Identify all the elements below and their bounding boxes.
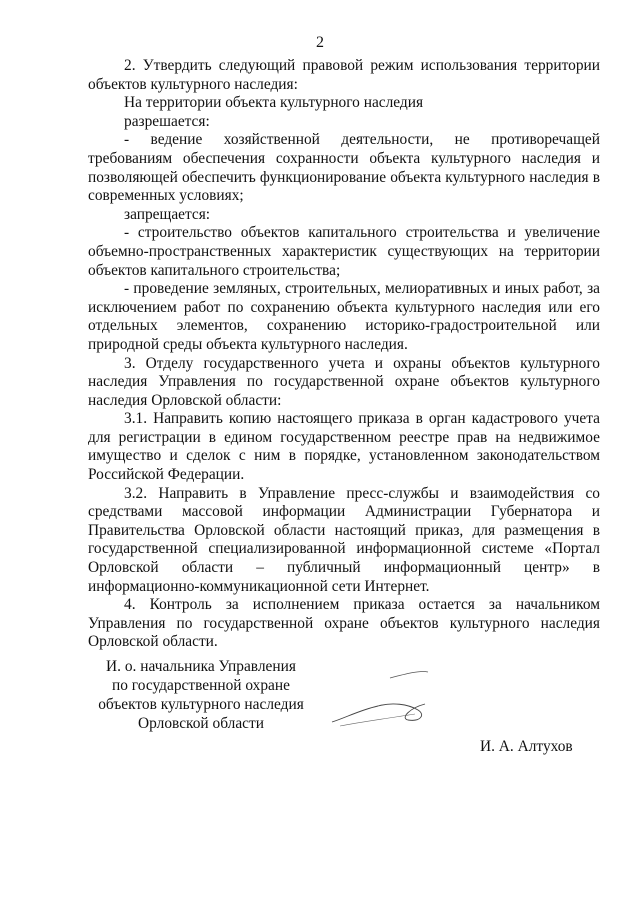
paragraph-allowed-heading: разрешается:	[124, 112, 210, 130]
signature-title-line: по государственной охране	[112, 677, 290, 694]
signature-title-line: объектов культурного наследия	[98, 696, 304, 713]
document-body	[88, 57, 600, 652]
paragraph-item-3-1: 3.1. Направить копию настоящего приказа в орган кадастрового учета для регистрации в едином государственном реестре прав на недвижимое имущество и сделок с ним в порядке, установленном законодательством Российской Федерации.	[88, 410, 600, 484]
paragraph-forbidden-construction: - строительство объектов капитального строительства и увеличение объемно-пространственных характеристик существующих на территории объектов капитального строительства;	[88, 224, 600, 279]
paragraph-allowed-activity: - ведение хозяйственной деятельности, не противоречащей требованиям обеспечения сохранности объекта культурного наследия и позволяющей обеспечить функционирование объекта культурного наследия в современных условиях;	[88, 131, 600, 205]
signature-title-block	[86, 657, 316, 733]
paragraph-forbidden-heading: запрещается:	[124, 205, 211, 223]
paragraph-territory: На территории объекта культурного наследия	[124, 94, 424, 112]
handwritten-signature	[330, 660, 470, 740]
paragraph-forbidden-works: - проведение земляных, строительных, мелиоративных и иных работ, за исключением работ по сохранению объекта культурного наследия или его отдельных элементов, сохранению историко-градостроительной или природной среды объекта культурного наследия.	[88, 280, 600, 353]
signatory-name: И. А. Алтухов	[480, 738, 573, 755]
paragraph-item-3-2: 3.2. Направить в Управление пресс-службы и взаимодействия со средствами массовой информации Администрации Губернатора и Правительства Орловской области настоящий приказ, для размещения в государственной специализированной информационной системе «Портал Орловской области – публичный информационный центр» в информационно-коммуникационной сети Интернет.	[88, 484, 600, 595]
page-number: 2	[316, 34, 324, 51]
signature-title-line: Орловской области	[138, 715, 264, 732]
signature-title-line: И. о. начальника Управления	[106, 658, 296, 675]
paragraph-item-2: 2. Утвердить следующий правовой режим использования территории объектов культурного наследия:	[88, 57, 600, 93]
paragraph-item-4: 4. Контроль за исполнением приказа остается за начальником Управления по государственной охране объектов культурного наследия Орловской области.	[88, 596, 600, 651]
paragraph-item-3: 3. Отделу государственного учета и охраны объектов культурного наследия Управления по государственной охране объектов культурного наследия Орловской области:	[88, 354, 600, 409]
